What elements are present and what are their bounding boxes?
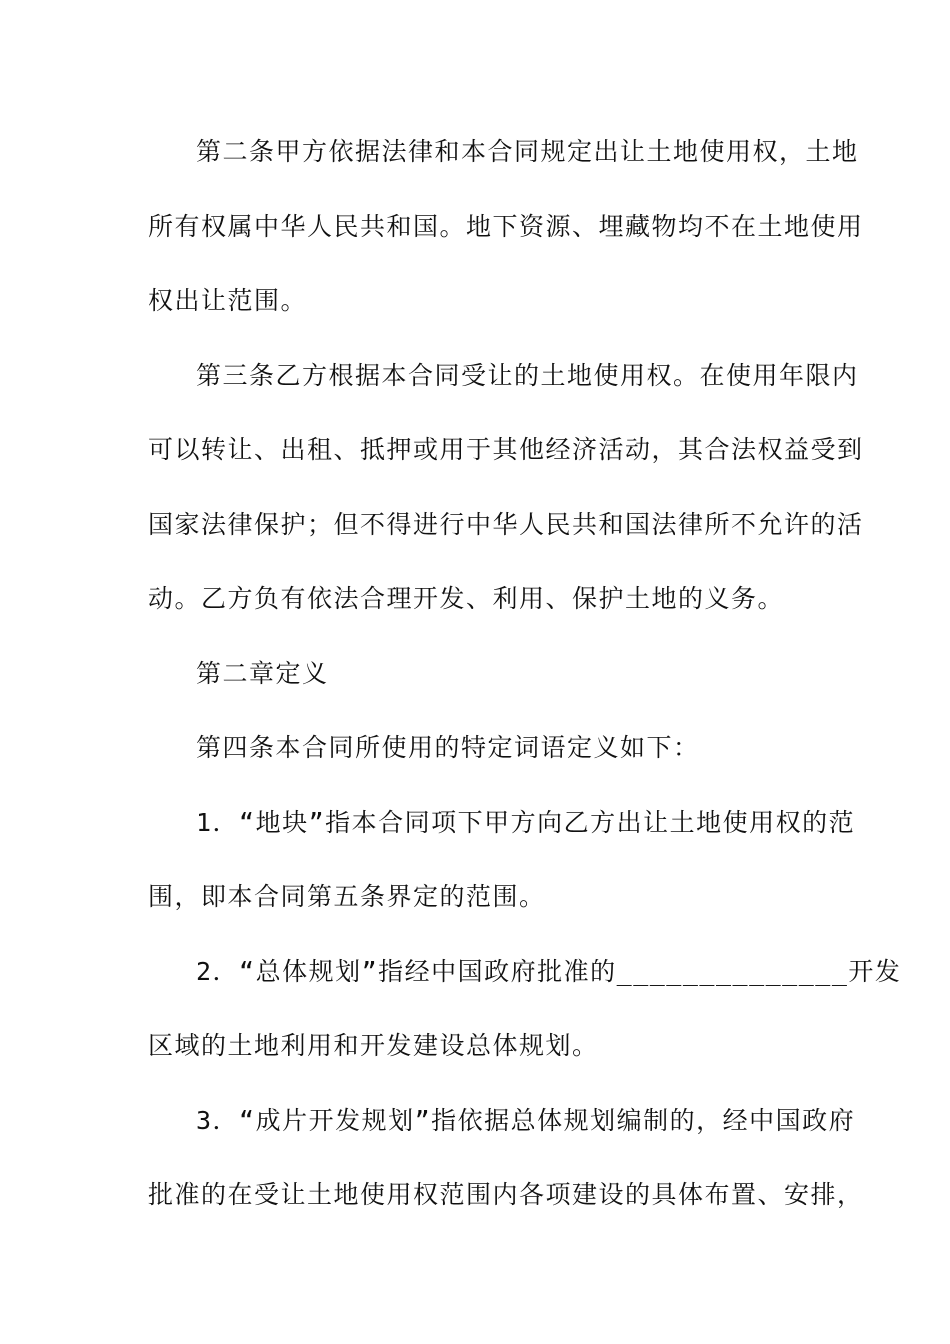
paragraph-line: 权出让范围。	[148, 286, 308, 315]
paragraph-line: 国家法律保护；但不得进行中华人民共和国法律所不允许的活	[148, 509, 864, 539]
paragraph-line: 第四条本合同所使用的特定词语定义如下：	[196, 733, 700, 762]
definition-item-line: 1．“地块”指本合同项下甲方向乙方出让土地使用权的范	[196, 807, 856, 837]
chapter-heading: 第二章定义	[196, 658, 329, 688]
definition-item-line: 3．“成片开发规划”指依据总体规划编制的，经中国政府	[196, 1105, 856, 1135]
definition-item-line: 区域的土地利用和开发建设总体规划。	[148, 1031, 599, 1060]
definition-item-line: 批准的在受让土地使用权范围内各项建设的具体布置、安排，	[148, 1180, 864, 1209]
paragraph-line: 可以转让、出租、抵押或用于其他经济活动，其合法权益受到	[148, 435, 864, 464]
document-body	[148, 130, 902, 1248]
paragraph-line: 第三条乙方根据本合同受让的土地使用权。在使用年限内	[196, 360, 859, 390]
definition-item-line: 围，即本合同第五条界定的范围。	[148, 882, 546, 911]
paragraph-line: 第二条甲方依据法律和本合同规定出让土地使用权，土地	[196, 137, 859, 166]
paragraph-line: 动。乙方负有依法合理开发、利用、保护土地的义务。	[148, 584, 785, 613]
definition-item-line: 2．“总体规划”指经中国政府批准的______________开发	[196, 956, 902, 986]
paragraph-line: 所有权属中华人民共和国。地下资源、埋藏物均不在土地使用	[148, 211, 864, 241]
